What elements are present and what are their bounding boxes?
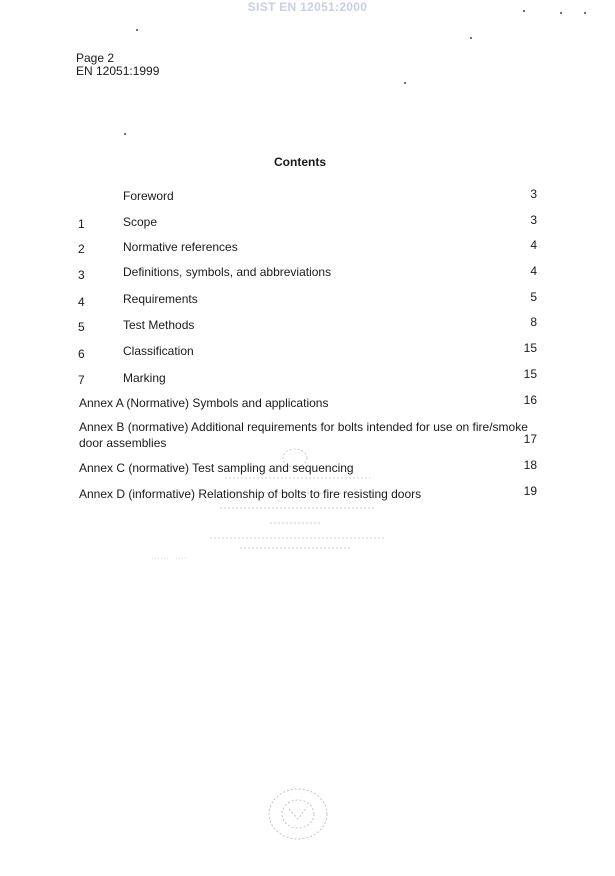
standard-number: EN 12051:1999 [76,64,160,78]
toc-number: 3 [78,268,85,282]
toc-number: 7 [78,373,85,387]
toc-number: 4 [78,295,85,309]
toc-page: 4 [530,264,537,278]
annex-label: Annex A (Normative) Symbols and applications [79,396,329,410]
contents-title: Contents [274,155,326,169]
toc-page: 8 [530,315,537,329]
annex-page: 16 [523,393,537,407]
toc-label: Normative references [123,240,238,254]
scan-speck [404,82,406,84]
toc-number: 1 [78,217,85,231]
scan-speck [560,12,562,14]
library-stamp [200,448,390,568]
page-header [76,52,159,78]
toc-number: 6 [78,347,85,361]
stamp-mark [150,552,190,564]
watermark: SIST EN 12051:2000 [247,0,368,14]
scan-speck [584,12,586,14]
annex-page: 18 [523,458,537,472]
toc-page: 5 [530,290,537,304]
toc-page: 4 [530,238,537,252]
toc-page: 3 [530,213,537,227]
annex-page: 17 [523,432,537,446]
scan-speck [136,29,138,31]
annex-label: Annex C (normative) Test sampling and sequencing [79,461,354,475]
toc-label: Test Methods [123,318,195,332]
toc-page: 15 [523,341,537,355]
toc-page: 3 [530,187,537,201]
toc-label: Foreword [123,189,174,203]
scan-speck [523,10,525,12]
round-seal [265,785,331,843]
toc-label: Scope [123,215,158,229]
scan-speck [470,37,472,39]
toc-label: Marking [123,371,166,385]
toc-number: 5 [78,320,85,334]
toc-number: 2 [78,242,85,256]
annex-label: Annex D (informative) Relationship of bolts to fire resisting doors [79,487,422,501]
page-label: Page 2 [76,51,115,65]
annex-label-continued: door assemblies [79,436,167,450]
toc-label: Definitions, symbols, and abbreviations [123,265,332,279]
annex-label: Annex B (normative) Additional requirements for bolts intended for use on fire/smoke [79,420,528,434]
toc-page: 15 [523,367,537,381]
annex-page: 19 [523,484,537,498]
toc-label: Requirements [123,292,198,306]
scan-speck [124,133,126,135]
toc-label: Classification [123,344,194,358]
